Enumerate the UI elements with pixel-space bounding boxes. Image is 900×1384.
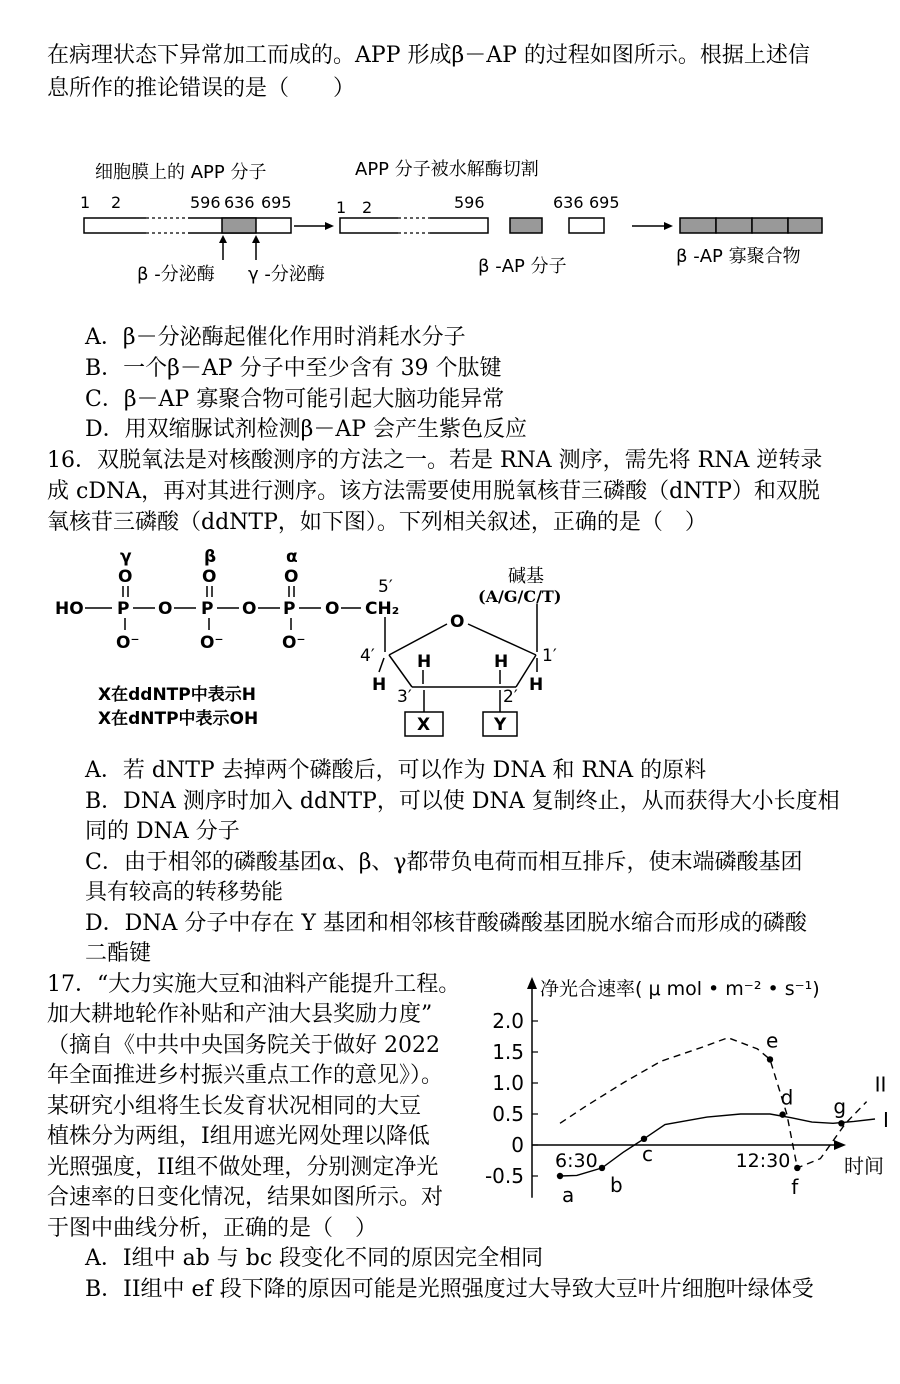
- n2-left: 2: [111, 193, 122, 212]
- n2-right: 2: [362, 198, 373, 217]
- svg-text:O⁻: O⁻: [282, 633, 306, 653]
- svg-text:O: O: [118, 567, 133, 587]
- y-axis-arrow: [527, 977, 537, 989]
- svg-text:O: O: [158, 599, 173, 619]
- svg-text:H: H: [417, 652, 432, 672]
- oligomer-unit-3: [752, 218, 788, 233]
- y-group-label: Y: [494, 715, 507, 735]
- q17-stem-4: 年全面推进乡村振兴重点工作的意见》）。: [47, 1063, 444, 1088]
- q17-stem-3: （摘自《中共中央国务院关于做好 2022: [47, 1033, 440, 1058]
- svg-text:O: O: [242, 599, 257, 619]
- q16-option-c: C．由于相邻的磷酸基团α、β、γ都带负电荷而相互排斥，使末端磷酸基团: [85, 850, 803, 875]
- ch2-group: CH₂: [365, 599, 400, 619]
- point-label-g: g: [833, 1094, 847, 1119]
- n596-left: 596: [190, 193, 221, 212]
- oligomer-label: β -AP 寡聚合物: [676, 246, 801, 267]
- svg-text:H: H: [372, 675, 387, 695]
- app-fragment-n: [340, 218, 488, 233]
- app-bar-left: [84, 218, 291, 233]
- app-fragment-c: [569, 218, 604, 233]
- y-tick-label: 1.5: [492, 1040, 524, 1064]
- dntp-note: X在dNTP中表示OH: [98, 709, 259, 729]
- carbon-2-label: 2′: [503, 687, 518, 707]
- n636-right: 636: [553, 193, 584, 212]
- n695-right: 695: [589, 193, 620, 212]
- base-options: (A/G/C/T): [478, 587, 562, 606]
- carbon-1-label: 1′: [542, 646, 557, 666]
- phosphate-gamma: P: [117, 599, 130, 619]
- point-d: [779, 1111, 785, 1117]
- q16-option-d-cont: 二酯键: [85, 941, 152, 966]
- svg-text:H: H: [494, 652, 509, 672]
- intro-line-2: 息所作的推论错误的是（ ）: [47, 76, 356, 101]
- q15-option-c: C．β－AP 寡聚合物可能引起大脑功能异常: [85, 387, 505, 412]
- oligomer-unit-1: [680, 218, 716, 233]
- q15-option-a: A．β－分泌酶起催化作用时消耗水分子: [85, 325, 466, 350]
- q17-stem-2: 加大耕地轮作补贴和产油大县奖励力度”: [47, 1002, 433, 1027]
- photosynthesis-rate-chart: [480, 965, 890, 1225]
- app-processing-figure: [70, 150, 850, 290]
- ho-group: HO: [55, 599, 84, 619]
- phosphate-alpha: P: [283, 599, 296, 619]
- q15-option-d: D．用双缩脲试剂检测β－AP 会产生紫色反应: [85, 417, 528, 442]
- y-tick-label: 2.0: [492, 1009, 524, 1033]
- svg-text:O⁻: O⁻: [116, 633, 140, 653]
- svg-text:O: O: [284, 567, 299, 587]
- beta-ap-molecule-label: β -AP 分子: [478, 256, 567, 277]
- ddntp-note: X在ddNTP中表示H: [98, 685, 256, 705]
- q17-stem-8: 合速率的日变化情况，结果如图所示。对: [47, 1185, 444, 1210]
- intro-line-1: 在病理状态下异常加工而成的。APP 形成β－AP 的过程如图所示。根据上述信: [47, 43, 810, 68]
- carbon-4-label: 4′: [360, 646, 375, 666]
- point-label-d: d: [780, 1085, 794, 1110]
- point-label-e: e: [766, 1028, 779, 1053]
- q17-option-b: B．II组中 ef 段下降的原因可能是光照强度过大导致大豆叶片细胞叶绿体受: [85, 1277, 814, 1302]
- q17-stem-9: 于图中曲线分析，正确的是（ ）: [47, 1216, 378, 1241]
- y-tick-label: 0: [511, 1133, 524, 1157]
- beta-ap-fragment: [510, 218, 542, 233]
- point-a: [557, 1173, 563, 1179]
- series-label-II: II: [874, 1072, 887, 1097]
- ring-oxygen: O: [450, 612, 465, 632]
- gamma-label: γ: [120, 547, 132, 567]
- svg-text:O⁻: O⁻: [200, 633, 224, 653]
- q17-stem-6: 植株分为两组，I组用遮光网处理以降低: [47, 1124, 430, 1149]
- beta-label: β: [204, 547, 217, 567]
- beta-secretase-label: β -分泌酶: [137, 264, 215, 285]
- point-label-f: f: [791, 1174, 799, 1199]
- label-app-cut: APP 分子被水解酶切割: [355, 159, 539, 180]
- point-e: [767, 1056, 773, 1062]
- point-label-c: c: [642, 1141, 653, 1166]
- q16-option-d: D．DNA 分子中存在 Y 基团和相邻核苷酸磷酸基团脱水缩合而形成的磷酸: [85, 911, 807, 936]
- phosphate-beta: P: [201, 599, 214, 619]
- carbon-3-label: 3′: [397, 687, 412, 707]
- svg-text:O: O: [325, 599, 340, 619]
- point-g: [838, 1120, 844, 1126]
- q16-option-a: A．若 dNTP 去掉两个磷酸后，可以作为 DNA 和 RNA 的原料: [85, 758, 707, 783]
- x-group-label: X: [417, 715, 431, 735]
- q16-option-b-cont: 同的 DNA 分子: [85, 819, 240, 844]
- point-f: [794, 1165, 800, 1171]
- carbon-5-label: 5′: [378, 577, 393, 597]
- svg-text:O: O: [202, 567, 217, 587]
- q16-stem-2: 成 cDNA，再对其进行测序。该方法需要使用脱氧核苷三磷酸（dNTP）和双脱: [47, 479, 820, 504]
- gamma-secretase-label: γ -分泌酶: [248, 264, 325, 285]
- q17-stem-5: 某研究小组将生长发育状况相同的大豆: [47, 1094, 422, 1119]
- point-label-b: b: [610, 1172, 623, 1197]
- series-line-II: [560, 1038, 867, 1168]
- q17-stem-1: 17．“大力实施大豆和油料产能提升工程。: [47, 972, 461, 997]
- oligomer-unit-2: [716, 218, 752, 233]
- svg-text:H: H: [529, 675, 544, 695]
- chart-ylabel: 净光合速率( μ mol • m⁻² • s⁻¹): [540, 978, 820, 1000]
- q16-option-b: B．DNA 测序时加入 ddNTP，可以使 DNA 复制终止，从而获得大小长度相: [85, 789, 840, 814]
- q16-option-c-cont: 具有较高的转移势能: [85, 880, 284, 905]
- n596-right: 596: [454, 193, 485, 212]
- y-tick-label: 1.0: [492, 1071, 524, 1095]
- q17-stem-7: 光照强度，II组不做处理，分别测定净光: [47, 1155, 439, 1180]
- chart-xlabel: 时间: [844, 1154, 884, 1178]
- n695-left: 695: [261, 193, 292, 212]
- y-tick-label: -0.5: [484, 1164, 524, 1188]
- oligomer-unit-4: [788, 218, 822, 233]
- point-label-a: a: [562, 1183, 575, 1207]
- n1-left: 1: [80, 193, 91, 212]
- n1-right: 1: [336, 198, 347, 217]
- alpha-label: α: [286, 547, 298, 567]
- q15-option-b: B．一个β－AP 分子中至少含有 39 个肽键: [85, 356, 502, 381]
- series-label-I: I: [883, 1107, 889, 1132]
- n636-left: 636: [224, 193, 255, 212]
- q17-option-a: A．I组中 ab 与 bc 段变化不同的原因完全相同: [85, 1246, 544, 1271]
- base-title: 碱基: [508, 566, 544, 587]
- x-tick-label: 12:30: [735, 1150, 791, 1172]
- q16-stem-1: 16．双脱氧法是对核酸测序的方法之一。若是 RNA 测序，需先将 RNA 逆转录: [47, 448, 823, 473]
- label-membrane-app: 细胞膜上的 APP 分子: [95, 162, 267, 183]
- x-axis-arrow: [834, 1140, 846, 1150]
- y-tick-label: 0.5: [492, 1102, 524, 1126]
- q16-stem-3: 氧核苷三磷酸（ddNTP，如下图）。下列相关叙述，正确的是（ ）: [47, 510, 707, 535]
- nucleotide-structure-figure: [40, 540, 620, 750]
- x-tick-label: 6:30: [555, 1150, 598, 1172]
- point-b: [599, 1165, 605, 1171]
- beta-ap-segment-left: [222, 218, 256, 233]
